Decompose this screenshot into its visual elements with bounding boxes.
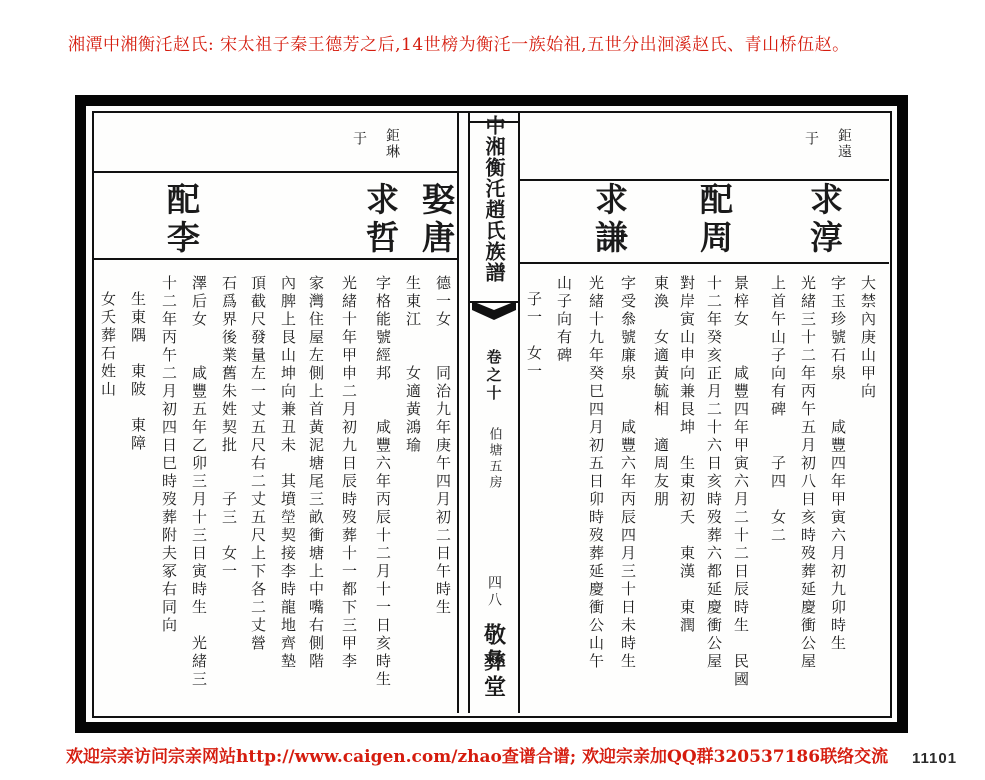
entry-column: 對岸寅山申向兼艮坤 生東初夭 東漢 東潤 [678,275,696,635]
entry-column: 家灣住屋左側上首黃泥塘尾三畝衝塘上中嘴右側階 [307,275,325,671]
spine-left-rule [457,112,459,713]
right-page-header-rule [520,179,889,181]
left-header-prefix: 于 [351,131,367,147]
right-header-prefix: 于 [803,131,819,147]
spouse-name-qutang: 娶唐 [417,182,456,258]
spouse-name-peizhou: 配周 [695,182,734,258]
entry-column: 德一女 同治九年庚午四月初二日午時生 [434,275,452,617]
entry-column: 內脾上艮山坤向兼丑未 其墳塋契接李時龍地齊墊 [279,275,297,671]
entry-column: 大禁內庚山甲向 [859,275,877,401]
left-page-body-rule [94,258,457,260]
entry-column: 生東隅 東陂 東障 [129,291,147,453]
entry-column: 光緒十年甲申二月初九日辰時歿葬十一都下三甲李 [340,275,358,671]
entry-column: 字格能號經邦 咸豐六年丙辰十二月十一日亥時生 [374,275,392,689]
entry-column: 女夭葬石姓山 [99,291,117,399]
scan-id-number: 11101 [912,750,958,767]
entry-column: 光緒三十二年丙午五月初八日亥時歿葬延慶衝公屋 [799,275,817,671]
fishtail-mark [472,301,516,321]
entry-column: 東渙 女適黃毓相 適周友朋 [652,275,670,509]
genealogy-scan-page [75,95,908,733]
entry-column: 字受叅號廉泉 咸豐六年丙辰四月三十日未時生 [619,275,637,671]
red-annotation-top: 湘潭中湘衡汑赵氏: 宋太祖子秦王德芳之后,14世榜为衡汑一族始祖,五世分出洄溪赵氏、青山桥伍赵。 [68,35,850,55]
entry-column: 十二年癸亥正月二十六日亥時歿葬六都延慶衝公屋 [705,275,723,671]
entry-column: 頂截尺發量左一丈五尺右二丈五尺上下各二丈營 [249,275,267,653]
book-title: 中湘衡汑趙氏族譜 [482,115,506,283]
red-annotation-bottom: 欢迎宗亲访问宗亲网站http://www.caigen.com/zhao查谱合谱; 欢迎宗亲加QQ群320537186联络交流 [66,747,889,767]
entry-column: 石爲界後業舊朱姓契批 子三 女一 [220,275,238,581]
member-name-qiuzhe: 求哲 [361,182,400,258]
entry-column: 生東江 女適黃鴻瑜 [404,275,422,455]
entry-column: 澤后女 咸豐五年乙卯三月十三日寅時生 光緒三 [190,275,208,689]
member-name-qiuchun: 求淳 [805,182,844,258]
children-count-column: 子一 女一 [525,291,543,381]
entry-column: 山子向有碑 [555,275,573,365]
entry-column: 字玉珍號石泉 咸豐四年甲寅六月初九卯時生 [829,275,847,653]
spouse-name-peili: 配李 [162,182,201,258]
left-header-name: 鉅琳 [384,128,400,160]
entry-column: 上首午山子向有碑 子四 女二 [769,275,787,545]
right-page-body-rule [520,262,889,264]
entry-column: 十二年丙午二月初四日巳時歿葬附夫冢右同向 [160,275,178,635]
entry-column: 景梓女 咸豐四年甲寅六月二十二日辰時生 民國 [732,275,750,689]
branch-label: 伯塘五房 [486,427,502,491]
left-page-header-rule [94,171,457,173]
book-spine [468,112,520,713]
entry-column: 光緒十九年癸巳四月初五日卯時歿葬延慶衝公山午 [587,275,605,671]
volume-label: 卷之十 [484,349,503,403]
hall-name: 敬彝堂 [480,623,507,701]
right-header-name: 鉅遠 [836,128,852,160]
folio-number: 四八 [486,575,502,609]
member-name-qiuqian: 求謙 [590,182,629,258]
